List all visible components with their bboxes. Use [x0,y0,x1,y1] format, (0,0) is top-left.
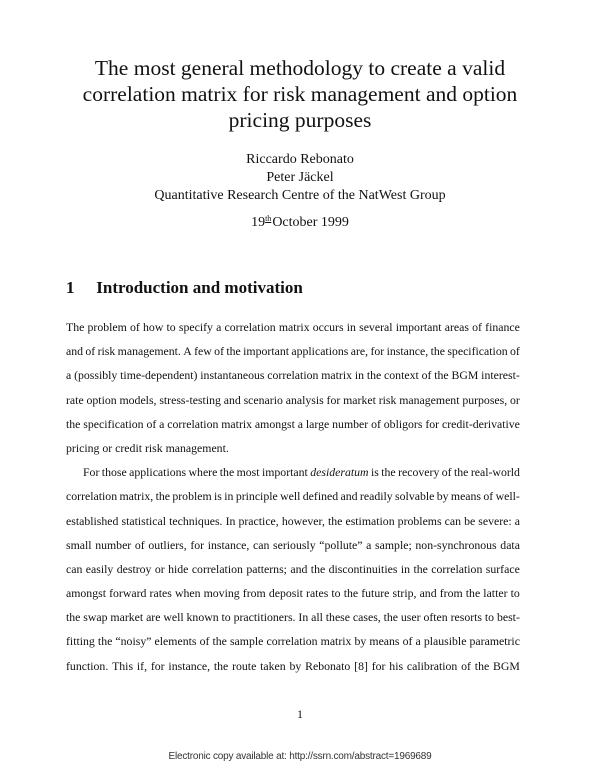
text-word: is [370,465,379,480]
text-line: small number of outliers, for instance, can seriously “pollute” a sample; non-synchronous data [66,537,520,552]
text-line [66,463,520,487]
text-word: where [188,465,218,480]
text-word: important [261,465,308,480]
text-word: applications [129,465,187,480]
text-line: and of risk management. A few of the important applications are, for instance, the specification of [66,344,520,359]
text-word: For [83,465,100,480]
section-title: Introduction and motivation [96,278,303,297]
text-line: the swap market are well known to practitioners. In all these cases, the user often resorts to best- [66,610,520,625]
paper-title [0,55,600,133]
title-line: The most general methodology to create a valid [94,56,506,80]
text-word: recovery [398,465,440,480]
author-block [0,151,600,205]
text-line: correlation matrix, the problem is in principle well defined and readily solvable by means of well- [66,489,520,504]
paragraph-1 [66,318,520,463]
text-line: amongst forward rates when moving from deposit rates to the future strip, and from the latter to [66,586,520,601]
title-line: pricing purposes [228,108,372,132]
footer-link-text[interactable]: Electronic copy available at: http://ssrn.com/abstract=1969689 [168,751,432,762]
body-text [66,318,520,681]
text-line: established statistical techniques. In practice, however, the estimation problems can be severe: a [66,513,520,528]
text-word: most [236,465,260,480]
text-word: of [441,465,452,480]
section-number: 1 [66,278,75,297]
text-word: the [453,465,469,480]
date-suffix: th [265,214,272,223]
text-word: the [381,465,396,480]
page-number: 1 [297,707,303,721]
text-line: a (possibly time-dependent) instantaneous correlation matrix in the context of the BGM interest- [66,368,520,383]
date-day: 19 [251,215,266,230]
paper-date [0,210,600,232]
text-line: fitting the “noisy” elements of the sample correlation matrix by means of a plausible parametric [66,634,520,649]
text-line: can easily destroy or hide correlation patterns; and the discontinuities in the correlation surface [66,561,520,576]
text-line: function. This if, for instance, the route taken by Rebonato [8] for his calibration of the BGM [66,658,520,673]
paragraph-2 [66,463,520,681]
text-line: rate option models, stress-testing and scenario analysis for market risk management purposes, or [66,392,520,407]
text-word: those [101,465,127,480]
author-name: Riccardo Rebonato [246,152,354,167]
author-name: Peter Jäckel [266,170,334,185]
title-line: correlation matrix for risk management and option [82,82,518,106]
author-affiliation: Quantitative Research Centre of the NatWest Group [154,188,446,203]
date-rest: October 1999 [272,215,349,230]
text-line: pricing or credit risk management. [66,440,229,455]
text-line: The problem of how to specify a correlation matrix occurs in several important areas of finance [66,320,520,334]
text-word: the [219,465,235,480]
emphasized-term: desideratum [310,465,369,480]
section-heading [66,277,303,299]
text-line: the specification of a correlation matrix amongst a large number of obligors for credit-derivative [66,416,520,431]
text-word: real-world [470,465,520,480]
